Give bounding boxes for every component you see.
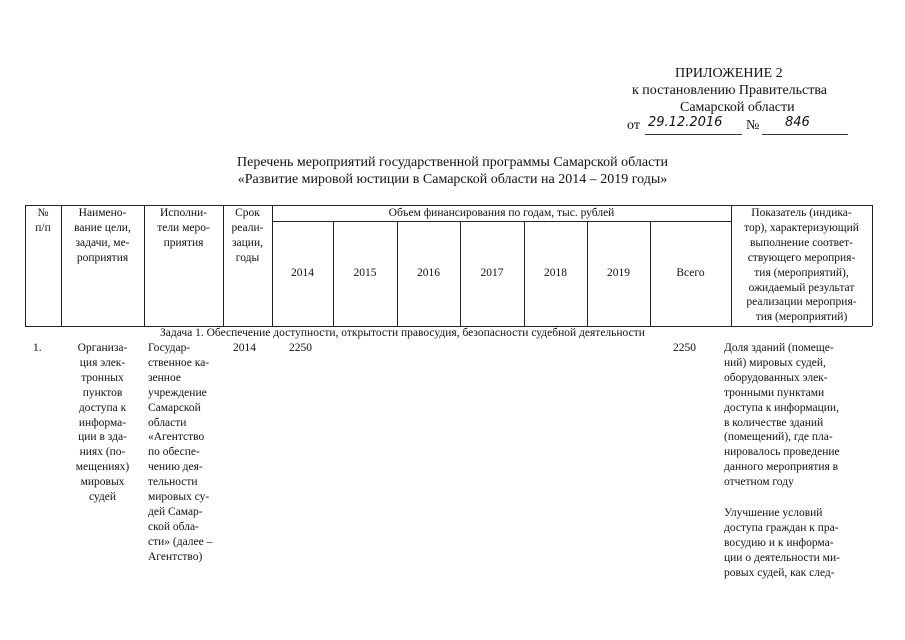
col-header-year-2017: 2017: [480, 267, 504, 279]
document-title-line1: Перечень мероприятий государственной программы Самарской области: [237, 155, 668, 170]
col-header-number: № п/п: [35, 207, 51, 234]
row-indicator-share: Доля зданий (помеще- ний) мировых судей, оборудованных элек- тронными пунктами доступа к информации, в количестве зданий (помещений), где пла- нировалось проведение данного мероприятия в отчетном году: [724, 342, 840, 489]
col-header-funding: Объем финансирования по годам, тыс. рублей: [388, 207, 615, 219]
appendix-line-region: Самарской области: [680, 100, 795, 115]
col-header-year-2014: 2014: [291, 267, 314, 279]
row-fund-2014: 2250: [289, 342, 312, 354]
col-header-year-2015: 2015: [353, 267, 377, 279]
col-header-name: Наимено- вание цели, задачи, ме- роприятия: [74, 207, 131, 264]
col-header-total: Всего: [676, 267, 705, 279]
row-term: 2014: [233, 342, 256, 354]
row-indicator-access: Улучшение условий доступа граждан к пра- восудию и к информа- ции о деятельности ми- ровых судей, как след-: [724, 507, 840, 579]
col-header-year-2018: 2018: [544, 267, 567, 279]
handwritten-date: 29.12.2016: [648, 115, 723, 130]
row-number: 1.: [33, 342, 42, 354]
handwritten-number: 846: [785, 115, 810, 130]
col-header-indicator: Показатель (индика- тор), характеризующий выполнение соответ- ствующего мероприя- тия (мероприятий), ожидаемый результат реализации мероприя- тия (мероприятий): [744, 207, 859, 324]
row-measure-name: Организа- ция элек- тронных пунктов доступа к информа- ции в зда- ниях (по- мещениях) мировых судей: [75, 342, 130, 504]
row-fund-total: 2250: [673, 342, 696, 354]
col-header-executors: Исполни- тели меро- приятия: [157, 207, 210, 249]
document-title-line2: «Развитие мировой юстиции в Самарской области на 2014 – 2019 годы»: [237, 172, 668, 187]
task-heading: Задача 1. Обеспечение доступности, открытости правосудия, безопасности судебной деятельности: [160, 327, 645, 339]
date-prefix: от: [627, 118, 640, 133]
number-prefix: №: [746, 118, 760, 133]
appendix-line-decree: к постановлению Правительства: [632, 83, 828, 98]
col-header-term: Срок реали- зации, годы: [231, 207, 264, 264]
col-header-year-2019: 2019: [607, 267, 630, 279]
row-executor: Государ- ственное ка- зенное учреждение Самарской области «Агентство по обеспе- чению дея- тельности мировых су- дей Самар- ской обла- сти» (далее – Агентство): [148, 342, 213, 563]
col-header-year-2016: 2016: [417, 267, 440, 279]
appendix-title: ПРИЛОЖЕНИЕ 2: [675, 66, 783, 81]
